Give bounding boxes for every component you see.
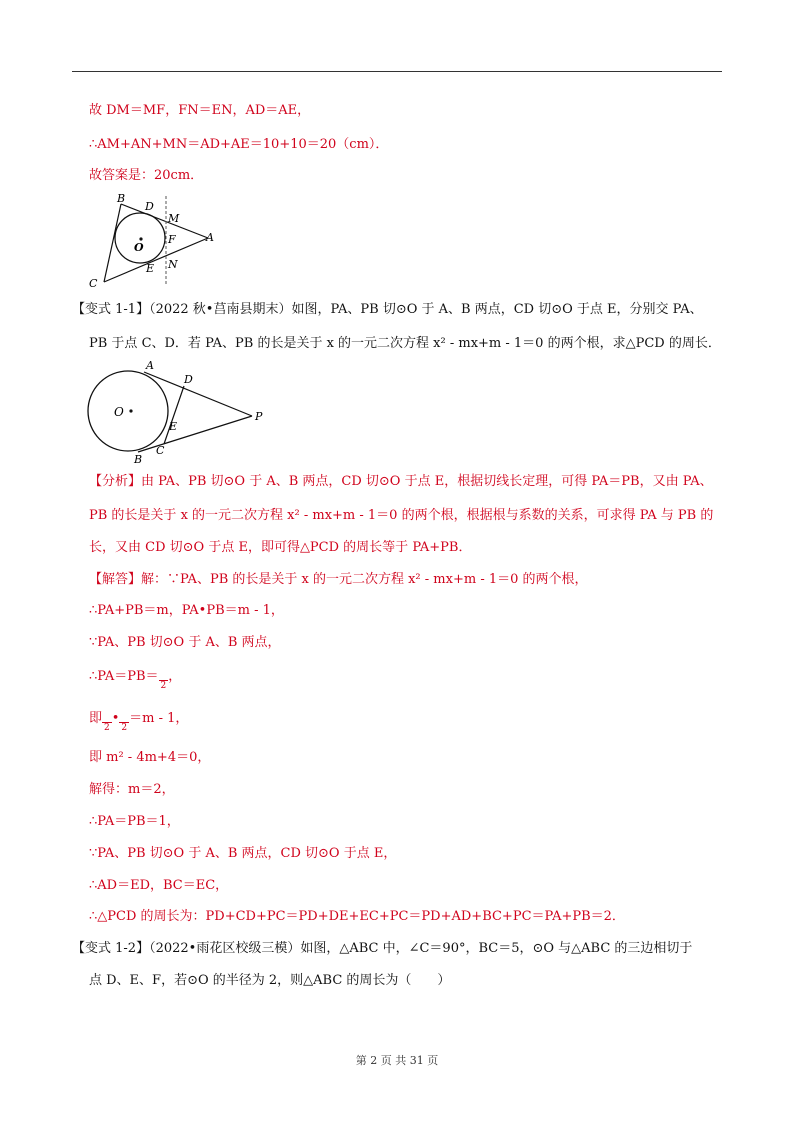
label-B: B xyxy=(134,453,143,466)
problem-1-2-line: 【变式 1-2】（2022•雨花区校级三模）如图，△ABC 中，∠C＝90°，BC＝5，⊙O 与△ABC 的三边相切于 xyxy=(72,941,693,956)
problem-1-1-line: PB 于点 C、D．若 PA、PB 的长是关于 x 的一元二次方程 x² - mx+m - 1＝0 的两个根，求△PCD 的周长． xyxy=(89,336,721,351)
label-M: M xyxy=(168,212,180,225)
figure-2-diagram xyxy=(84,356,274,466)
figure-1-diagram xyxy=(86,190,226,290)
text-line: 故答案是：20cm． xyxy=(89,168,204,183)
label-B: B xyxy=(117,192,126,205)
solution-line: 即 m² - 4m+4＝0， xyxy=(89,750,211,765)
label-O: O xyxy=(114,405,124,419)
solution-line: ∴PA+PB＝m，PA•PB＝m - 1， xyxy=(89,603,284,618)
solution-text: ＝m - 1， xyxy=(129,711,189,726)
text-line: ∴AM+AN+MN＝AD+AE＝10+10＝20（cm）． xyxy=(89,137,389,152)
label-A: A xyxy=(206,231,214,244)
label-C: C xyxy=(89,277,98,290)
label-D: D xyxy=(145,200,154,213)
header-rule xyxy=(72,71,722,72)
solution-line xyxy=(89,709,188,733)
problem-1-1-line: 【变式 1-1】（2022 秋•莒南县期末）如图，PA、PB 切⊙O 于 A、B 两点，CD 切⊙O 于点 E，分别交 PA、 xyxy=(72,302,703,317)
label-D: D xyxy=(184,373,193,386)
solution-line: ∴AD＝ED，BC＝EC， xyxy=(89,878,229,893)
solution-line: 解得：m＝2， xyxy=(89,782,175,797)
solution-line: ∴△PCD 的周长为：PD+CD+PC＝PD+DE+EC+PC＝PD+AD+BC+PC＝PA+PB＝2． xyxy=(89,909,625,924)
fraction-denominator: 2 xyxy=(121,723,128,733)
solution-line: ∵PA、PB 切⊙O 于 A、B 两点， xyxy=(89,635,281,650)
label-A: A xyxy=(146,359,154,372)
solution-text: ， xyxy=(168,669,182,684)
solution-text: • xyxy=(111,711,120,726)
text-line: 故 DM＝MF，FN＝EN，AD＝AE， xyxy=(89,103,311,118)
label-E: E xyxy=(146,262,155,275)
label-E: E xyxy=(169,420,178,433)
solution-line: ∴PA＝PB＝1， xyxy=(89,814,180,829)
problem-1-2-line: 点 D、E、F，若⊙O 的半径为 2，则△ABC 的周长为（ ） xyxy=(89,973,451,988)
label-P: P xyxy=(255,410,263,423)
fraction-denominator: 2 xyxy=(160,681,167,691)
page-footer: 第 2 页 共 31 页 xyxy=(355,1054,439,1067)
solution-line: ∵PA、PB 切⊙O 于 A、B 两点，CD 切⊙O 于点 E， xyxy=(89,846,397,861)
label-C: C xyxy=(156,444,165,457)
solution-text: ∴PA＝PB＝ xyxy=(89,669,159,684)
label-N: N xyxy=(168,258,178,271)
analysis-line: 长，又由 CD 切⊙O 于点 E，即可得△PCD 的周长等于 PA+PB． xyxy=(89,540,472,555)
analysis-line: 【分析】由 PA、PB 切⊙O 于 A、B 两点，CD 切⊙O 于点 E，根据切线长定理，可得 PA＝PB，又由 PA、 xyxy=(89,474,713,489)
analysis-line: PB 的长是关于 x 的一元二次方程 x² - mx+m - 1＝0 的两个根，根据根与系数的关系，可求得 PA 与 PB 的 xyxy=(89,508,714,523)
label-O: O xyxy=(134,241,144,254)
label-F: F xyxy=(168,233,176,246)
solution-line: 【解答】解：∵PA、PB 的长是关于 x 的一元二次方程 x² - mx+m - 1＝0 的两个根， xyxy=(89,572,588,587)
solution-text: 即 xyxy=(89,711,103,726)
solution-line xyxy=(89,667,181,691)
fraction-denominator: 2 xyxy=(104,723,110,733)
